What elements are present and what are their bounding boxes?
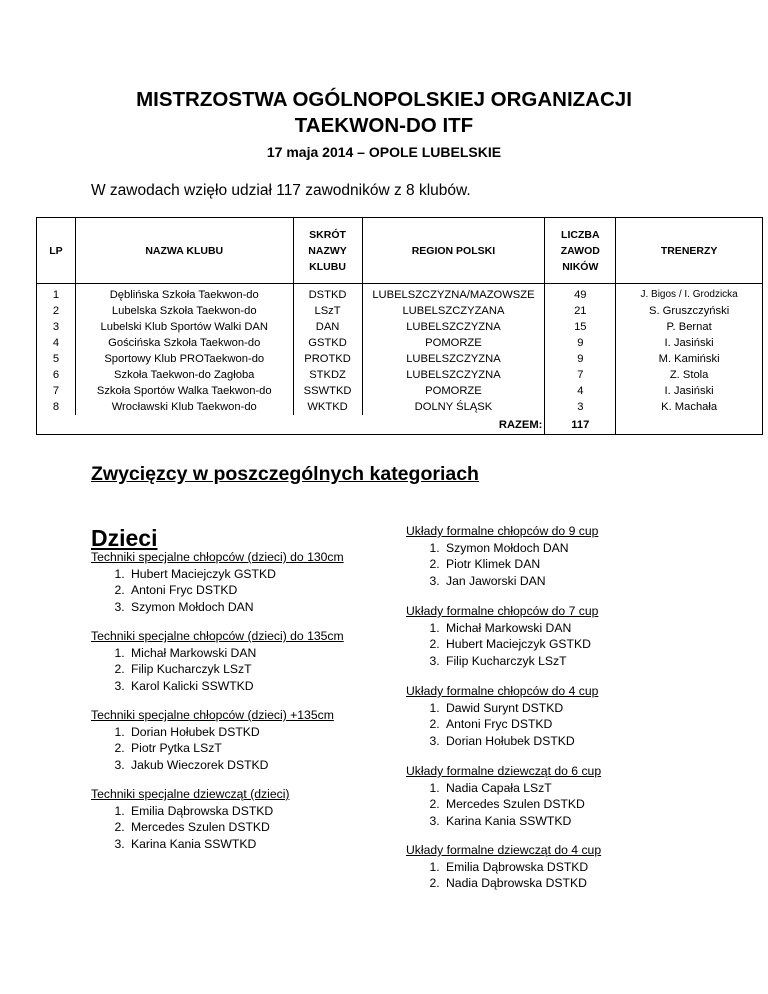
row-abbreviation: DAN — [293, 319, 362, 335]
row-competitor-count: 7 — [545, 367, 616, 383]
placement-list — [406, 700, 598, 750]
row-region: LUBELSZCZYZANA — [362, 303, 545, 319]
row-lp: 6 — [37, 367, 76, 383]
row-competitor-count: 3 — [545, 399, 616, 415]
list-item: 1. Emilia Dąbrowska DSTKD — [128, 803, 289, 820]
category-title: Układy formalne dziewcząt do 4 cup — [406, 843, 602, 857]
row-abbreviation: LSzT — [293, 303, 362, 319]
event-date-location: 17 maja 2014 – OPOLE LUBELSKIE — [266, 144, 502, 160]
row-club-name: Sportowy Klub PROTaekwon-do — [75, 351, 293, 367]
row-lp: 1 — [37, 284, 76, 304]
row-competitor-count: 4 — [545, 383, 616, 399]
row-coach: I. Jasiński — [616, 335, 763, 351]
placement-list — [91, 803, 289, 853]
winners-heading: Zwycięzcy w poszczególnych kategoriach — [91, 463, 479, 485]
category-title: Układy formalne chłopców do 9 cup — [406, 524, 599, 538]
row-club-name: Dęblińska Szkoła Taekwon-do — [75, 284, 293, 304]
row-abbreviation: WKTKD — [293, 399, 362, 415]
category-title: Techniki specjalne dziewcząt (dzieci) — [91, 787, 290, 801]
row-lp: 2 — [37, 303, 76, 319]
category-block — [406, 603, 598, 669]
row-abbreviation: DSTKD — [293, 284, 362, 304]
row-coach: P. Bernat — [616, 319, 763, 335]
row-lp: 8 — [37, 399, 76, 415]
table-row — [37, 383, 763, 399]
list-item: 2. Antoni Fryc DSTKD — [443, 716, 598, 733]
row-region: POMORZE — [362, 335, 545, 351]
row-abbreviation: GSTKD — [293, 335, 362, 351]
placement-list — [91, 566, 344, 616]
list-item: 2. Nadia Dąbrowska DSTKD — [443, 875, 601, 892]
header-count-line-1: LICZBA — [561, 228, 600, 241]
table-row — [37, 399, 763, 415]
category-block — [406, 523, 598, 589]
header-club-name: NAZWA KLUBU — [75, 218, 293, 284]
row-competitor-count: 15 — [545, 319, 616, 335]
header-coaches: TRENERZY — [616, 218, 763, 284]
table-header-row — [37, 218, 763, 284]
row-club-name: Szkoła Taekwon-do Zagłoba — [75, 367, 293, 383]
list-item: 1. Hubert Maciejczyk GSTKD — [128, 566, 344, 583]
intro-text: W zawodach wzięło udział 117 zawodników z 8 klubów. — [91, 182, 471, 199]
category-title: Techniki specjalne chłopców (dzieci) do 130cm — [91, 550, 344, 564]
row-competitor-count: 49 — [545, 284, 616, 304]
category-block — [406, 842, 601, 892]
row-lp: 5 — [37, 351, 76, 367]
row-lp: 4 — [37, 335, 76, 351]
category-block — [91, 549, 344, 615]
placement-list — [406, 859, 601, 892]
category-title: Techniki specjalne chłopców (dzieci) +135cm — [91, 708, 334, 722]
row-lp: 3 — [37, 319, 76, 335]
header-count-line-3: NIKÓW — [562, 260, 599, 273]
category-block — [91, 628, 344, 694]
row-coach: I. Jasiński — [616, 383, 763, 399]
list-item: 1. Michał Markowski DAN — [443, 620, 598, 637]
list-item: 1. Dawid Surynt DSTKD — [443, 700, 598, 717]
list-item: 2. Piotr Klimek DAN — [443, 556, 598, 573]
list-item: 1. Michał Markowski DAN — [128, 645, 344, 662]
header-competitor-count — [545, 218, 616, 284]
list-item: 3. Karina Kania SSWTKD — [128, 836, 289, 853]
table-row — [37, 351, 763, 367]
row-club-name: Wrocławski Klub Taekwon-do — [75, 399, 293, 415]
list-item: 3. Jakub Wieczorek DSTKD — [128, 757, 334, 774]
list-item: 1. Emilia Dąbrowska DSTKD — [443, 859, 601, 876]
category-block — [406, 683, 598, 749]
placement-list — [406, 780, 601, 830]
list-item: 1. Szymon Mołdoch DAN — [443, 540, 598, 557]
row-abbreviation: SSWTKD — [293, 383, 362, 399]
table-row — [37, 303, 763, 319]
category-title: Techniki specjalne chłopców (dzieci) do 135cm — [91, 629, 344, 643]
table-total-row — [37, 415, 763, 435]
table-row — [37, 367, 763, 383]
category-block — [406, 763, 601, 829]
header-abbreviation-line-2: NAZWY — [308, 244, 347, 257]
document-title-line-2: TAEKWON-DO ITF — [294, 114, 474, 137]
category-title: Układy formalne chłopców do 4 cup — [406, 684, 599, 698]
row-region: LUBELSZCZYZNA — [362, 351, 545, 367]
row-coach: J. Bigos / I. Grodzicka — [616, 284, 763, 304]
category-title: Układy formalne dziewcząt do 6 cup — [406, 764, 602, 778]
row-coach: M. Kamiński — [616, 351, 763, 367]
header-abbreviation — [293, 218, 362, 284]
row-competitor-count: 9 — [545, 335, 616, 351]
placement-list — [91, 724, 334, 774]
row-club-name: Lubelski Klub Sportów Walki DAN — [75, 319, 293, 335]
list-item: 2. Mercedes Szulen DSTKD — [128, 819, 289, 836]
list-item: 3. Szymon Mołdoch DAN — [128, 599, 344, 616]
list-item: 3. Jan Jaworski DAN — [443, 573, 598, 590]
header-region: REGION POLSKI — [362, 218, 545, 284]
list-item: 2. Mercedes Szulen DSTKD — [443, 796, 601, 813]
row-region: LUBELSZCZYZNA — [362, 367, 545, 383]
row-club-name: Gościńska Szkoła Taekwon-do — [75, 335, 293, 351]
list-item: 3. Karol Kalicki SSWTKD — [128, 678, 344, 695]
clubs-table — [36, 217, 763, 435]
row-coach: S. Gruszczyński — [616, 303, 763, 319]
row-lp: 7 — [37, 383, 76, 399]
placement-list — [91, 645, 344, 695]
category-block — [91, 786, 289, 852]
row-competitor-count: 9 — [545, 351, 616, 367]
row-club-name: Szkoła Sportów Walka Taekwon-do — [75, 383, 293, 399]
list-item: 2. Antoni Fryc DSTKD — [128, 582, 344, 599]
list-item: 2. Hubert Maciejczyk GSTKD — [443, 636, 598, 653]
header-count-line-2: ZAWOD — [560, 244, 600, 257]
header-abbreviation-line-1: SKRÓT — [309, 228, 346, 241]
list-item: 1. Dorian Hołubek DSTKD — [128, 724, 334, 741]
row-competitor-count: 21 — [545, 303, 616, 319]
total-label: RAZEM: — [362, 415, 545, 435]
row-region: POMORZE — [362, 383, 545, 399]
table-row — [37, 284, 763, 304]
row-coach: Z. Stola — [616, 367, 763, 383]
row-region: LUBELSZCZYZNA — [362, 319, 545, 335]
row-coach: K. Machała — [616, 399, 763, 415]
table-row — [37, 335, 763, 351]
row-abbreviation: PROTKD — [293, 351, 362, 367]
list-item: 3. Karina Kania SSWTKD — [443, 813, 601, 830]
list-item: 2. Filip Kucharczyk LSzT — [128, 661, 344, 678]
placement-list — [406, 620, 598, 670]
list-item: 2. Piotr Pytka LSzT — [128, 740, 334, 757]
section-title-dzieci: Dzieci — [91, 525, 158, 551]
category-block — [91, 707, 334, 773]
row-region: LUBELSZCZYZNA/MAZOWSZE — [362, 284, 545, 304]
table-row — [37, 319, 763, 335]
list-item: 1. Nadia Capała LSzT — [443, 780, 601, 797]
category-title: Układy formalne chłopców do 7 cup — [406, 604, 599, 618]
header-abbreviation-line-3: KLUBU — [309, 260, 346, 273]
row-region: DOLNY ŚLĄSK — [362, 399, 545, 415]
document-title-line-1: MISTRZOSTWA OGÓLNOPOLSKIEJ ORGANIZACJI — [136, 88, 632, 111]
row-abbreviation: STKDZ — [293, 367, 362, 383]
placement-list — [406, 540, 598, 590]
header-lp: LP — [37, 218, 76, 284]
total-value: 117 — [545, 415, 616, 435]
list-item: 3. Filip Kucharczyk LSzT — [443, 653, 598, 670]
list-item: 3. Dorian Hołubek DSTKD — [443, 733, 598, 750]
row-club-name: Lubelska Szkoła Taekwon-do — [75, 303, 293, 319]
